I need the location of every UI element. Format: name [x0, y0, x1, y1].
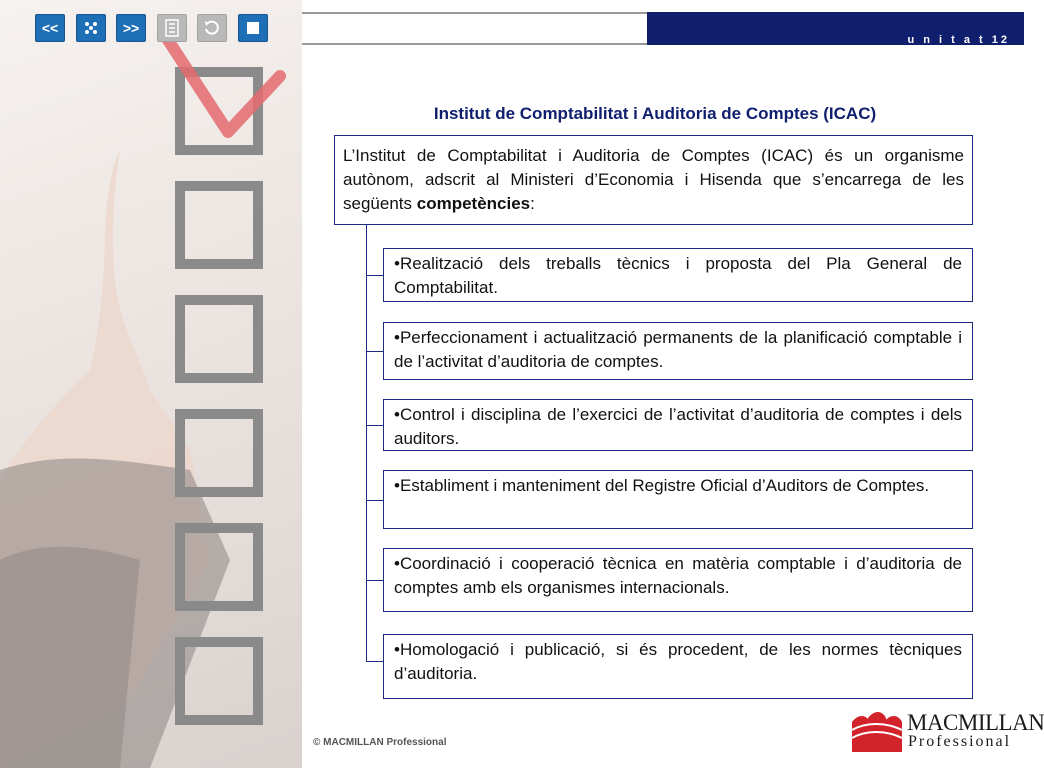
undo-icon	[203, 19, 221, 37]
intro-box	[334, 135, 973, 225]
unit-label: u n i t a t 12	[907, 34, 1010, 46]
list-item-text: •Coordinació i cooperació tècnica en matèria comptable i d’auditoria de comptes amb els organismes internacionals.	[394, 554, 962, 597]
exit-button[interactable]	[238, 14, 268, 42]
list-item-text: •Homologació i publicació, si és procedent, de les normes tècniques d’auditoria.	[394, 640, 962, 683]
list-item	[383, 548, 973, 612]
copyright-text: © MACMILLAN Professional	[313, 737, 447, 748]
back-button[interactable]	[197, 14, 227, 42]
unit-banner	[647, 12, 1024, 45]
contents-button[interactable]	[157, 14, 187, 42]
intro-suffix: :	[530, 194, 535, 213]
list-item-text: •Perfeccionament i actualització permanents de la planificació comptable i de l’activitat d’auditoria de comptes.	[394, 328, 962, 371]
list-item	[383, 470, 973, 529]
list-item	[383, 248, 973, 302]
page-title: Institut de Comptabilitat i Auditoria de Comptes (ICAC)	[433, 104, 877, 123]
tree-connector-4	[366, 500, 383, 501]
tree-connector-6	[366, 661, 383, 662]
previous-label: <<	[41, 20, 59, 36]
previous-button[interactable]	[35, 14, 65, 42]
macmillan-logo-icon	[850, 708, 904, 754]
list-item-text: •Realització dels treballs tècnics i proposta del Pla General de Comptabilitat.	[394, 254, 962, 297]
list-icon	[165, 19, 179, 37]
checklist-illustration	[0, 0, 302, 768]
logo-text-macmillan: MACMILLAN	[907, 710, 1044, 735]
stop-icon	[246, 21, 260, 35]
tree-connector-vertical	[366, 225, 367, 661]
logo-text-professional: Professional	[908, 733, 1012, 750]
tree-connector-1	[366, 275, 383, 276]
list-item-text: •Control i disciplina de l’exercici de l’activitat d’auditoria de comptes i dels auditors.	[394, 405, 962, 448]
intro-bold-text: competències	[416, 194, 531, 213]
list-item	[383, 399, 973, 451]
decorative-photo-panel	[0, 0, 302, 768]
list-item	[383, 634, 973, 699]
list-item-text: •Establiment i manteniment del Registre Oficial d’Auditors de Comptes.	[394, 476, 930, 495]
next-button[interactable]	[116, 14, 146, 42]
next-label: >>	[122, 20, 140, 36]
intro-text: L’Institut de Comptabilitat i Auditoria de Comptes (ICAC) és un organisme autònom, adscrit al Ministeri d’Economia i Hisenda que s’encarrega de les següents	[343, 146, 964, 213]
index-button[interactable]	[76, 14, 106, 42]
list-item	[383, 322, 973, 380]
tree-connector-2	[366, 351, 383, 352]
tree-connector-5	[366, 580, 383, 581]
tree-connector-3	[366, 425, 383, 426]
macmillan-logo	[850, 706, 1044, 756]
grid-dots-icon	[83, 20, 99, 36]
top-bar	[302, 12, 647, 45]
